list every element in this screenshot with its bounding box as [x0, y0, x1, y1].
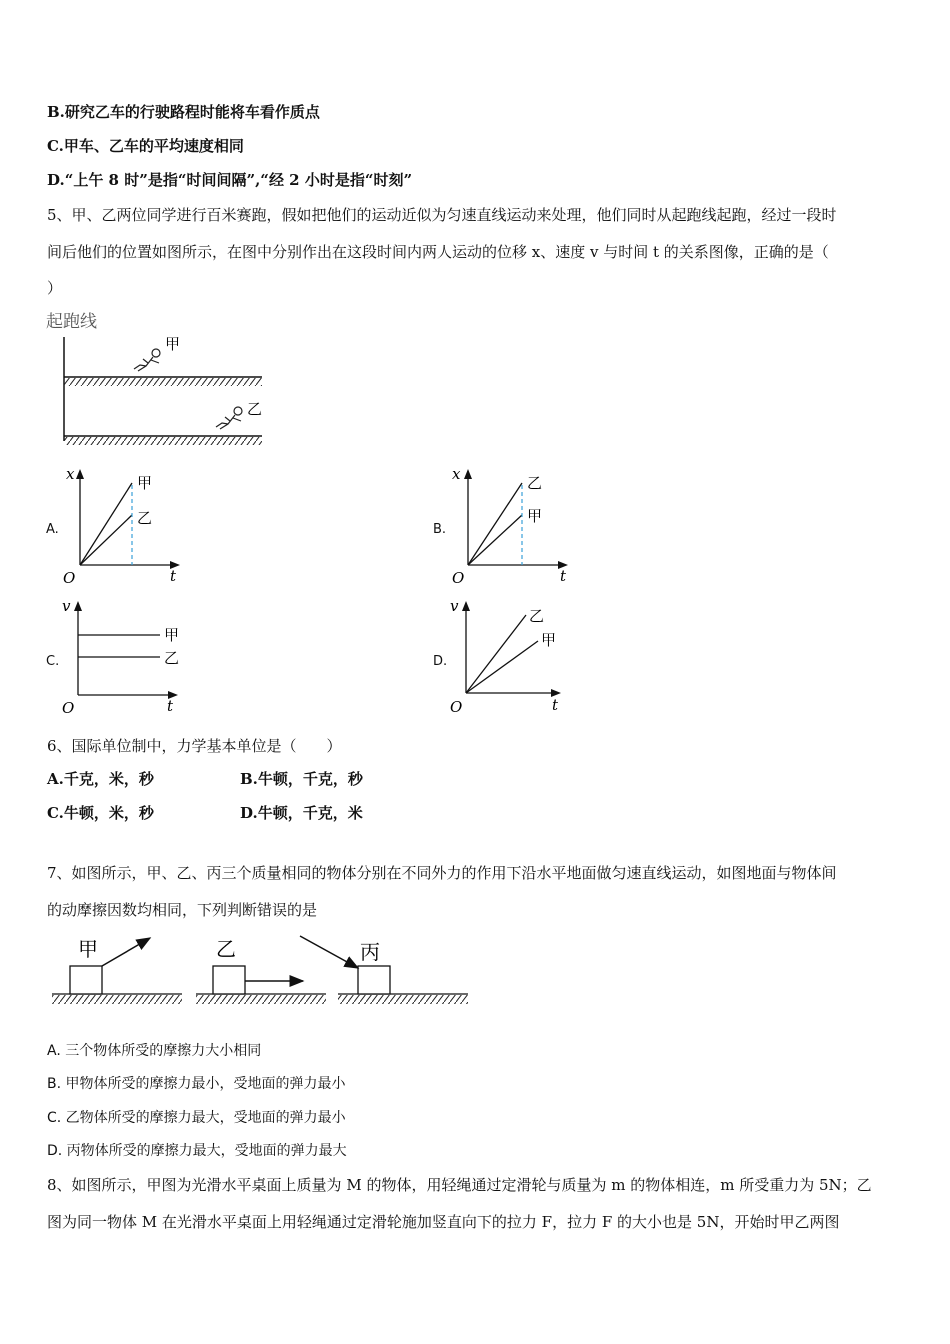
q7-option-a: A. 三个物体所受的摩擦力大小相同 — [47, 1043, 262, 1059]
q7-option-c: C. 乙物体所受的摩擦力最大，受地面的弹力最小 — [47, 1110, 346, 1126]
q4-option-c: C.甲车、乙车的平均速度相同 — [47, 137, 244, 155]
q7-option-d: D. 丙物体所受的摩擦力最大，受地面的弹力最大 — [47, 1143, 347, 1159]
graph-d — [448, 595, 578, 720]
graph-b-x-axis: t — [560, 567, 567, 585]
graph-c-upper-label: 甲 — [164, 626, 180, 644]
q7-fig-yi-label: 乙 — [216, 937, 236, 961]
q6-option-c: C.牛顿，米，秒 — [47, 804, 154, 822]
graph-b-upper-label: 乙 — [527, 474, 543, 492]
start-line-label: 起跑线 — [46, 312, 97, 332]
graph-a-upper-label: 甲 — [137, 474, 153, 492]
graph-b-origin: O — [452, 569, 465, 587]
graph-b-lower-label: 甲 — [527, 507, 543, 525]
graph-d-upper-label: 乙 — [529, 607, 545, 625]
graph-a-lower-label: 乙 — [137, 509, 153, 527]
q6-option-b: B.牛顿，千克，秒 — [240, 770, 363, 788]
q7-fig-bing-label: 丙 — [360, 940, 380, 964]
graph-d-x-axis: t — [552, 696, 559, 714]
q6-option-d: D.牛顿，千克，米 — [240, 804, 363, 822]
graph-b-label: B. — [433, 522, 447, 537]
graph-d-y-axis: v — [450, 597, 459, 615]
q5-stem-line2: 间后他们的位置如图所示，在图中分别作出在这段时间内两人运动的位移 x、速度 v 与时间 t 的关系图像，正确的是（ — [47, 243, 829, 261]
graph-d-origin: O — [450, 698, 463, 716]
graph-a — [60, 463, 190, 591]
graph-c — [60, 595, 190, 720]
graph-d-lower-label: 甲 — [541, 631, 557, 649]
graph-a-y-axis: x — [66, 465, 75, 483]
runner-jia-icon — [134, 349, 160, 371]
q5-track-figure — [40, 305, 280, 455]
graph-d-label: D. — [433, 654, 448, 669]
q5-stem-line1: 5、甲、乙两位同学进行百米赛跑，假如把他们的运动近似为匀速直线运动来处理，他们同时从起跑线起跑，经过一段时 — [47, 206, 837, 224]
q8-stem-line1: 8、如图所示，甲图为光滑水平桌面上质量为 M 的物体，用轻绳通过定滑轮与质量为 m 的物体相连，m 所受重力为 5N；乙 — [47, 1176, 872, 1194]
graph-a-label: A. — [46, 522, 59, 537]
q4-option-b: B.研究乙车的行驶路程时能将车看作质点 — [47, 103, 320, 121]
graph-b — [448, 463, 578, 591]
q7-figure — [48, 930, 473, 1010]
q8-stem-line2: 图为同一物体 M 在光滑水平桌面上用轻绳通过定滑轮施加竖直向下的拉力 F，拉力 F 的大小也是 5N，开始时甲乙两图 — [47, 1213, 840, 1231]
runner-jia-label: 甲 — [165, 335, 181, 353]
graph-a-x-axis: t — [170, 567, 177, 585]
runner-yi-icon — [216, 407, 242, 429]
q7-option-b: B. 甲物体所受的摩擦力最小，受地面的弹力最小 — [47, 1076, 346, 1092]
q7-stem-line2: 的动摩擦因数均相同，下列判断错误的是 — [47, 901, 318, 919]
q5-stem-line3: ） — [47, 279, 63, 297]
q7-stem-line1: 7、如图所示，甲、乙、丙三个质量相同的物体分别在不同外力的作用下沿水平地面做匀速直线运动，如图地面与物体间 — [47, 864, 837, 882]
runner-yi-label: 乙 — [247, 400, 263, 418]
graph-c-x-axis: t — [167, 697, 174, 715]
q4-option-d: D.“上午 8 时”是指“时间间隔”,“经 2 小时是指“时刻” — [47, 171, 413, 189]
q6-stem: 6、国际单位制中，力学基本单位是（ ） — [47, 737, 342, 755]
graph-a-origin: O — [63, 569, 76, 587]
graph-b-y-axis: x — [452, 465, 461, 483]
graph-c-label: C. — [46, 654, 60, 669]
q7-fig-jia-label: 甲 — [78, 937, 98, 961]
graph-c-lower-label: 乙 — [164, 649, 180, 667]
graph-c-y-axis: v — [62, 597, 71, 615]
graph-c-origin: O — [62, 699, 75, 717]
q6-option-a: A.千克，米，秒 — [47, 770, 154, 788]
